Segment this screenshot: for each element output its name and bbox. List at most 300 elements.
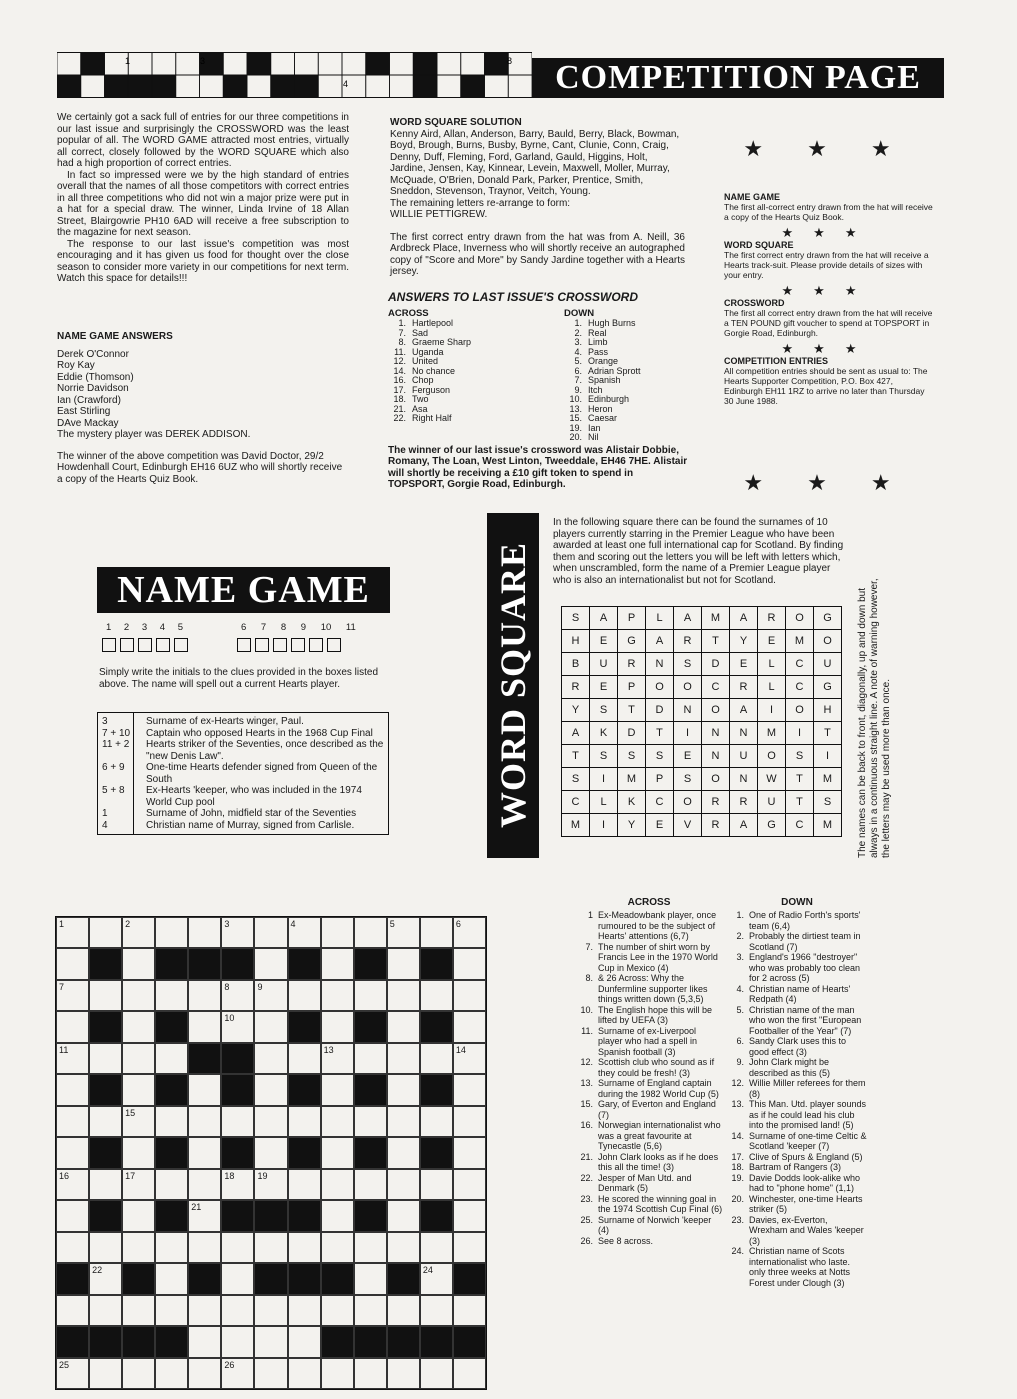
crossword-cell[interactable] — [420, 1232, 453, 1263]
word-square-letter[interactable]: E — [758, 630, 786, 653]
word-square-letter[interactable]: M — [562, 814, 590, 837]
crossword-cell[interactable] — [288, 917, 321, 948]
strip-cell — [57, 75, 81, 98]
crossword-cell[interactable] — [221, 1358, 254, 1389]
word-square-letter[interactable]: T — [562, 745, 590, 768]
word-square-letter[interactable]: C — [562, 791, 590, 814]
clue-item — [575, 942, 723, 974]
answer-box[interactable] — [156, 638, 170, 652]
crossword-cell[interactable] — [188, 1326, 221, 1357]
word-square-letter[interactable]: M — [758, 722, 786, 745]
word-square-letter[interactable]: A — [590, 607, 618, 630]
crossword-cell[interactable] — [254, 1232, 287, 1263]
crossword-cell[interactable] — [288, 1232, 321, 1263]
word-square-letter[interactable]: O — [702, 768, 730, 791]
word-square-letter[interactable]: O — [646, 676, 674, 699]
crossword-cell[interactable] — [387, 1295, 420, 1326]
word-square-letter[interactable]: S — [618, 745, 646, 768]
crossword-cell[interactable] — [420, 1106, 453, 1137]
crossword-cell[interactable] — [56, 1295, 89, 1326]
crossword-cell[interactable] — [354, 1169, 387, 1200]
crossword-cell[interactable] — [387, 1169, 420, 1200]
crossword-cell[interactable] — [321, 1011, 354, 1042]
word-square-letter[interactable]: I — [786, 722, 814, 745]
word-square-letter[interactable]: P — [618, 676, 646, 699]
crossword-cell[interactable] — [288, 1169, 321, 1200]
answer-text: Two — [412, 394, 429, 404]
crossword-cell[interactable] — [420, 1295, 453, 1326]
crossword-cell[interactable] — [221, 1295, 254, 1326]
word-square-letter[interactable]: Y — [730, 630, 758, 653]
crossword-cell[interactable] — [122, 1043, 155, 1074]
crossword-cell[interactable] — [188, 1106, 221, 1137]
word-square-letter[interactable]: O — [674, 676, 702, 699]
crossword-cell[interactable] — [56, 1074, 89, 1105]
crossword-cell[interactable] — [155, 1043, 188, 1074]
word-square-letter[interactable]: O — [758, 745, 786, 768]
word-square-letter[interactable]: A — [730, 814, 758, 837]
clue-text: Surname of ex-Hearts winger, Paul. — [146, 716, 304, 727]
crossword-cell[interactable] — [56, 1232, 89, 1263]
word-square-letter[interactable]: R — [618, 653, 646, 676]
crossword-cell[interactable] — [288, 1106, 321, 1137]
word-square-letter[interactable]: M — [814, 814, 842, 837]
word-square-letter[interactable]: K — [618, 791, 646, 814]
word-square-letter[interactable]: O — [702, 699, 730, 722]
word-square-letter[interactable]: T — [618, 699, 646, 722]
crossword-cell[interactable] — [453, 1358, 486, 1389]
word-square-letter[interactable]: B — [562, 653, 590, 676]
crossword-cell[interactable] — [56, 1043, 89, 1074]
crossword-cell[interactable] — [420, 980, 453, 1011]
word-square-letter[interactable]: S — [562, 768, 590, 791]
crossword-cell[interactable] — [56, 948, 89, 979]
crossword-cell[interactable] — [387, 948, 420, 979]
crossword-black-cell — [387, 1326, 420, 1357]
crossword-cell[interactable] — [122, 1232, 155, 1263]
crossword-cell[interactable] — [89, 1106, 122, 1137]
word-square-letter[interactable]: E — [674, 745, 702, 768]
crossword-cell[interactable] — [122, 1200, 155, 1231]
crossword-cell[interactable] — [288, 1295, 321, 1326]
crossword-cell[interactable] — [354, 1295, 387, 1326]
word-square-letter[interactable]: O — [786, 607, 814, 630]
list-item — [564, 348, 684, 358]
answer-name: East Stirling — [57, 406, 111, 417]
crossword-cell[interactable] — [453, 1232, 486, 1263]
crossword-black-cell — [420, 1137, 453, 1168]
clue-item — [575, 1194, 723, 1215]
answer-box[interactable] — [273, 638, 287, 652]
word-square-letter[interactable]: T — [646, 722, 674, 745]
crossword-cell-number: 15 — [125, 1107, 136, 1118]
crossword-cell[interactable] — [122, 1295, 155, 1326]
crossword-cell[interactable] — [321, 1200, 354, 1231]
crossword-cell[interactable] — [321, 980, 354, 1011]
word-square-letter[interactable]: R — [730, 676, 758, 699]
crossword-cell[interactable] — [321, 917, 354, 948]
word-square-letter[interactable]: N — [730, 768, 758, 791]
word-square-letter[interactable]: L — [646, 607, 674, 630]
word-square-letter[interactable]: S — [562, 607, 590, 630]
crossword-cell[interactable] — [155, 917, 188, 948]
clue-number: 19. — [569, 422, 582, 433]
crossword-cell[interactable] — [354, 1232, 387, 1263]
word-square-letter[interactable]: N — [646, 653, 674, 676]
word-square-letter[interactable]: S — [786, 745, 814, 768]
word-square-letter[interactable]: T — [814, 722, 842, 745]
crossword-cell[interactable] — [387, 1137, 420, 1168]
crossword-cell[interactable] — [453, 948, 486, 979]
word-square-letter[interactable]: S — [674, 768, 702, 791]
prize-word-square-text: The first correct entry drawn from the hat will receive a Hearts track-suit. Please provide details of sizes with your entry. — [724, 250, 929, 280]
crossword-cell[interactable] — [122, 1011, 155, 1042]
word-square-letter[interactable]: M — [618, 768, 646, 791]
crossword-cell[interactable] — [89, 1232, 122, 1263]
crossword-cell[interactable] — [122, 1358, 155, 1389]
word-square-letter[interactable]: R — [730, 791, 758, 814]
word-square-letter[interactable]: T — [786, 791, 814, 814]
crossword-cell[interactable] — [155, 1169, 188, 1200]
clue-number: 2. — [736, 931, 744, 941]
crossword-cell[interactable] — [89, 1263, 122, 1294]
word-square-letter[interactable]: V — [674, 814, 702, 837]
crossword-cell[interactable] — [321, 948, 354, 979]
word-square-letter[interactable]: U — [730, 745, 758, 768]
crossword-cell[interactable] — [155, 980, 188, 1011]
word-square-letter[interactable]: S — [814, 791, 842, 814]
word-square-letter[interactable]: N — [702, 722, 730, 745]
clue-text: Winchester, one-time Hearts striker (5) — [749, 1193, 863, 1214]
crossword-cell[interactable] — [420, 917, 453, 948]
crossword-cell[interactable] — [453, 1169, 486, 1200]
answer-box[interactable] — [309, 638, 323, 652]
crossword-cell[interactable] — [221, 1106, 254, 1137]
crossword-cell[interactable] — [387, 1011, 420, 1042]
answer-text: Hugh Burns — [588, 318, 636, 328]
word-square-letter[interactable]: I — [758, 699, 786, 722]
crossword-cell[interactable] — [387, 1043, 420, 1074]
word-square-letter[interactable]: T — [702, 630, 730, 653]
crossword-cell[interactable] — [188, 1169, 221, 1200]
crossword-cell[interactable] — [56, 1106, 89, 1137]
crossword-cell[interactable] — [89, 1169, 122, 1200]
crossword-cell[interactable] — [288, 1326, 321, 1357]
crossword-cell[interactable] — [254, 948, 287, 979]
answer-box[interactable] — [120, 638, 134, 652]
crossword-cell[interactable] — [354, 980, 387, 1011]
crossword-cell[interactable] — [221, 980, 254, 1011]
crossword-cell[interactable] — [188, 980, 221, 1011]
crossword-cell[interactable] — [453, 1137, 486, 1168]
word-square-letter[interactable]: E — [590, 676, 618, 699]
crossword-cell[interactable] — [221, 1232, 254, 1263]
word-square-letter[interactable]: G — [758, 814, 786, 837]
word-square-letter[interactable]: R — [758, 607, 786, 630]
word-square-letter[interactable]: S — [590, 745, 618, 768]
crossword-cell[interactable] — [354, 1043, 387, 1074]
answer-box[interactable] — [138, 638, 152, 652]
crossword-cell[interactable] — [254, 1137, 287, 1168]
crossword-cell[interactable] — [387, 917, 420, 948]
word-square-letter[interactable]: I — [590, 768, 618, 791]
crossword-cell[interactable] — [122, 948, 155, 979]
list-item — [564, 376, 684, 386]
crossword-cell[interactable] — [188, 1358, 221, 1389]
crossword-cell[interactable] — [221, 917, 254, 948]
crossword-cell[interactable] — [188, 1074, 221, 1105]
word-square-solution-names: Kenny Aird, Allan, Anderson, Barry, Bauld, Berry, Black, Bowman, Boyd, Brough, Burns, Busby, Byrne, Cant, Clunie, Conn, Craig, Denny, Duff, Fleming, Ford, Garland, Gauld, Higgins, Holt, Jardine, Jensen, Kay, Kinnear, Levein, Maxwell, Moller, Murray, McQuade, O'Brien, Donald Park, Parker, Prentice, Smith, Sneddon, Stevenson, Traynor, Veitch, Young. — [390, 128, 680, 197]
word-square-letter[interactable]: D — [646, 699, 674, 722]
strip-cell — [176, 52, 200, 75]
word-square-letter[interactable]: H — [814, 699, 842, 722]
strip-cell — [247, 52, 271, 75]
name-game-numbers-2: 6 7 8 9 10 11 — [241, 622, 356, 633]
word-square-letter[interactable]: L — [758, 653, 786, 676]
clue-item — [726, 1173, 868, 1194]
word-square-letter[interactable]: R — [674, 630, 702, 653]
word-square-letter[interactable]: P — [618, 607, 646, 630]
crossword-cell[interactable] — [56, 917, 89, 948]
crossword-cell[interactable] — [387, 1106, 420, 1137]
crossword-cell[interactable] — [122, 980, 155, 1011]
name-game-clues — [97, 712, 389, 835]
word-square-letter[interactable]: C — [646, 791, 674, 814]
word-square-letter[interactable]: I — [674, 722, 702, 745]
answer-box[interactable] — [174, 638, 188, 652]
crossword-cell[interactable] — [453, 980, 486, 1011]
crossword-cell[interactable] — [122, 1074, 155, 1105]
word-square-letter[interactable]: G — [814, 607, 842, 630]
crossword-cell[interactable] — [387, 1074, 420, 1105]
crossword-cell[interactable] — [155, 1263, 188, 1294]
word-square-letter[interactable]: T — [786, 768, 814, 791]
crossword-cell[interactable] — [56, 1169, 89, 1200]
crossword-cell[interactable] — [387, 1232, 420, 1263]
name-game-instructions: Simply write the initials to the clues provided in the boxes listed above. The name will spell out a current Hearts player. — [99, 667, 379, 690]
crossword-cell[interactable] — [221, 1326, 254, 1357]
clue-number: 4. — [736, 983, 744, 994]
crossword-cell[interactable] — [122, 1137, 155, 1168]
crossword-cell[interactable] — [155, 1358, 188, 1389]
word-square-letter[interactable]: U — [814, 653, 842, 676]
word-square-letter[interactable]: M — [702, 607, 730, 630]
crossword-cell[interactable] — [56, 1358, 89, 1389]
answer-box[interactable] — [237, 638, 251, 652]
word-square-letter[interactable]: R — [702, 814, 730, 837]
crossword-cell[interactable] — [188, 1200, 221, 1231]
crossword-cell[interactable] — [453, 1106, 486, 1137]
crossword-cell[interactable] — [321, 1106, 354, 1137]
word-square-letter[interactable]: K — [590, 722, 618, 745]
crossword-cell[interactable] — [387, 1200, 420, 1231]
word-square-letter[interactable]: U — [590, 653, 618, 676]
word-square-letter[interactable]: C — [786, 814, 814, 837]
word-square-letter[interactable]: D — [702, 653, 730, 676]
word-square-letter[interactable]: S — [674, 653, 702, 676]
crossword-cell[interactable] — [254, 1074, 287, 1105]
word-square-letter[interactable]: O — [674, 791, 702, 814]
crossword-cell[interactable] — [387, 1358, 420, 1389]
crossword-cell[interactable] — [354, 1358, 387, 1389]
word-square-letter[interactable]: D — [618, 722, 646, 745]
word-square-letter[interactable]: L — [590, 791, 618, 814]
word-square-letter[interactable]: N — [702, 745, 730, 768]
crossword-cell[interactable] — [89, 917, 122, 948]
word-square-letter[interactable]: C — [702, 676, 730, 699]
word-square-letter[interactable]: N — [674, 699, 702, 722]
crossword-cell[interactable] — [155, 1232, 188, 1263]
crossword-cell[interactable] — [288, 1358, 321, 1389]
crossword-black-cell — [453, 1326, 486, 1357]
crossword-cell[interactable] — [453, 1011, 486, 1042]
word-square-letter[interactable]: A — [562, 722, 590, 745]
crossword-cell[interactable] — [420, 1358, 453, 1389]
intro-paragraph-1: We certainly got a sack full of entries for our three competitions in our last issue and surprisingly the CROSSWORD was the least popular of all. The WORD GAME attracted most entries, virtually all correct, closely followed by the WORD SQUARE which also had a high proportion of correct entries. — [57, 112, 349, 169]
word-square-letter[interactable]: N — [730, 722, 758, 745]
crossword-cell[interactable] — [288, 980, 321, 1011]
clue-number: 26. — [580, 1235, 593, 1246]
clue-number: 17. — [393, 384, 406, 395]
word-square-grid — [561, 606, 842, 837]
word-square-letter[interactable]: S — [646, 745, 674, 768]
crossword-cell[interactable] — [288, 1043, 321, 1074]
word-square-letter[interactable]: C — [786, 676, 814, 699]
crossword-cell[interactable] — [387, 980, 420, 1011]
word-square-letter[interactable]: W — [758, 768, 786, 791]
name-game-winner: The winner of the above competition was David Doctor, 29/2 Howdenhall Court, Edinburgh EH16 6UZ who will shortly receive a copy of the Hearts Quiz Book. — [57, 450, 343, 485]
word-square-letter[interactable]: E — [646, 814, 674, 837]
crossword-cell[interactable] — [89, 1043, 122, 1074]
word-square-letter[interactable]: M — [814, 768, 842, 791]
crossword-cell[interactable] — [321, 1358, 354, 1389]
answer-box[interactable] — [327, 638, 341, 652]
prize-stars-1: ★★★ — [781, 225, 877, 240]
crossword-cell[interactable] — [56, 1200, 89, 1231]
crossword-cell[interactable] — [155, 1295, 188, 1326]
crossword-cell[interactable] — [321, 1043, 354, 1074]
crossword-cell[interactable] — [56, 1011, 89, 1042]
crossword-cell[interactable] — [453, 1295, 486, 1326]
crossword-cell[interactable] — [354, 1106, 387, 1137]
crossword-cell[interactable] — [321, 1074, 354, 1105]
crossword-cell[interactable] — [321, 1232, 354, 1263]
crossword-cell[interactable] — [89, 980, 122, 1011]
clue-number: 22. — [580, 1172, 593, 1183]
crossword-cell[interactable] — [453, 1200, 486, 1231]
word-square-letter[interactable]: S — [590, 699, 618, 722]
crossword-cell[interactable] — [321, 1295, 354, 1326]
word-square-letter[interactable]: C — [786, 653, 814, 676]
last-across-column — [388, 308, 564, 443]
word-square-letter[interactable]: A — [730, 607, 758, 630]
last-down-list — [564, 319, 684, 443]
crossword-cell[interactable] — [254, 917, 287, 948]
crossword-cell[interactable] — [188, 1232, 221, 1263]
crossword-cell[interactable] — [122, 1169, 155, 1200]
crossword-cell[interactable] — [354, 1263, 387, 1294]
crossword-cell-number: 25 — [59, 1359, 70, 1370]
name-game-clue-row — [102, 808, 384, 820]
crossword-cell[interactable] — [221, 1011, 254, 1042]
word-square-letter[interactable]: E — [590, 630, 618, 653]
crossword-cell[interactable] — [56, 980, 89, 1011]
crossword-cell[interactable] — [89, 1295, 122, 1326]
word-square-letter[interactable]: H — [562, 630, 590, 653]
answer-box[interactable] — [291, 638, 305, 652]
crossword-cell[interactable] — [122, 1106, 155, 1137]
word-square-letter[interactable]: A — [730, 699, 758, 722]
answer-box[interactable] — [102, 638, 116, 652]
answer-box[interactable] — [255, 638, 269, 652]
word-square-letter[interactable]: R — [562, 676, 590, 699]
crossword-cell[interactable] — [221, 1169, 254, 1200]
crossword-cell[interactable] — [453, 1074, 486, 1105]
crossword-cell[interactable] — [254, 1326, 287, 1357]
crossword-cell[interactable] — [188, 917, 221, 948]
word-square-letter[interactable]: O — [814, 630, 842, 653]
crossword-cell[interactable] — [321, 1137, 354, 1168]
word-square-letter[interactable]: M — [786, 630, 814, 653]
word-square-letter[interactable]: R — [702, 791, 730, 814]
word-square-letter[interactable]: U — [758, 791, 786, 814]
crossword-cell[interactable] — [188, 1011, 221, 1042]
clue-number: 12. — [580, 1057, 593, 1067]
word-square-letter[interactable]: E — [730, 653, 758, 676]
crossword-cell[interactable] — [453, 917, 486, 948]
crossword-cell[interactable] — [354, 917, 387, 948]
crossword-cell[interactable] — [155, 1106, 188, 1137]
crossword-cell[interactable] — [254, 1358, 287, 1389]
crossword-cell[interactable] — [420, 1043, 453, 1074]
word-square-letter[interactable]: A — [646, 630, 674, 653]
crossword-cell[interactable] — [254, 1106, 287, 1137]
crossword-cell[interactable] — [221, 1263, 254, 1294]
crossword-cell[interactable] — [254, 1295, 287, 1326]
crossword-cell[interactable] — [122, 917, 155, 948]
word-square-letter[interactable]: Y — [562, 699, 590, 722]
word-square-letter[interactable]: Y — [618, 814, 646, 837]
crossword-cell[interactable] — [420, 1169, 453, 1200]
word-square-letter[interactable]: G — [814, 676, 842, 699]
crossword-cell[interactable] — [188, 1295, 221, 1326]
strip-cell — [461, 52, 485, 75]
clue-text: Willie Miller referees for them (8) — [749, 1078, 866, 1099]
crossword-cell[interactable] — [254, 1011, 287, 1042]
clue-number: 1 — [587, 910, 593, 920]
word-square-letter[interactable]: P — [646, 768, 674, 791]
crossword-cell[interactable] — [254, 980, 287, 1011]
crossword-cell[interactable] — [188, 1137, 221, 1168]
crossword-cell[interactable] — [89, 1358, 122, 1389]
word-square-letter[interactable]: O — [786, 699, 814, 722]
crossword-cell[interactable] — [56, 1137, 89, 1168]
word-square-letter[interactable]: I — [590, 814, 618, 837]
word-square-letter[interactable]: G — [618, 630, 646, 653]
word-square-intro: In the following square there can be found the surnames of 10 players currently starring in the Premier League who have been awarded at least one full international cap for Scotland. By finding them and scoring out the letters you will be left with letters which, when unscrambled, form the name of a Premier League player who is also an internationalist but not for Scotland. — [553, 517, 844, 586]
crossword-cell[interactable] — [321, 1169, 354, 1200]
word-square-row — [562, 814, 842, 837]
crossword-cell[interactable] — [254, 1169, 287, 1200]
clue-number: 25. — [580, 1214, 593, 1225]
word-square-letter[interactable]: I — [814, 745, 842, 768]
word-square-letter[interactable]: A — [674, 607, 702, 630]
last-down-label: DOWN — [564, 308, 595, 319]
crossword-cell[interactable] — [420, 1263, 453, 1294]
word-square-letter[interactable]: L — [758, 676, 786, 699]
crossword-cell[interactable] — [254, 1043, 287, 1074]
crossword-cell[interactable] — [453, 1043, 486, 1074]
